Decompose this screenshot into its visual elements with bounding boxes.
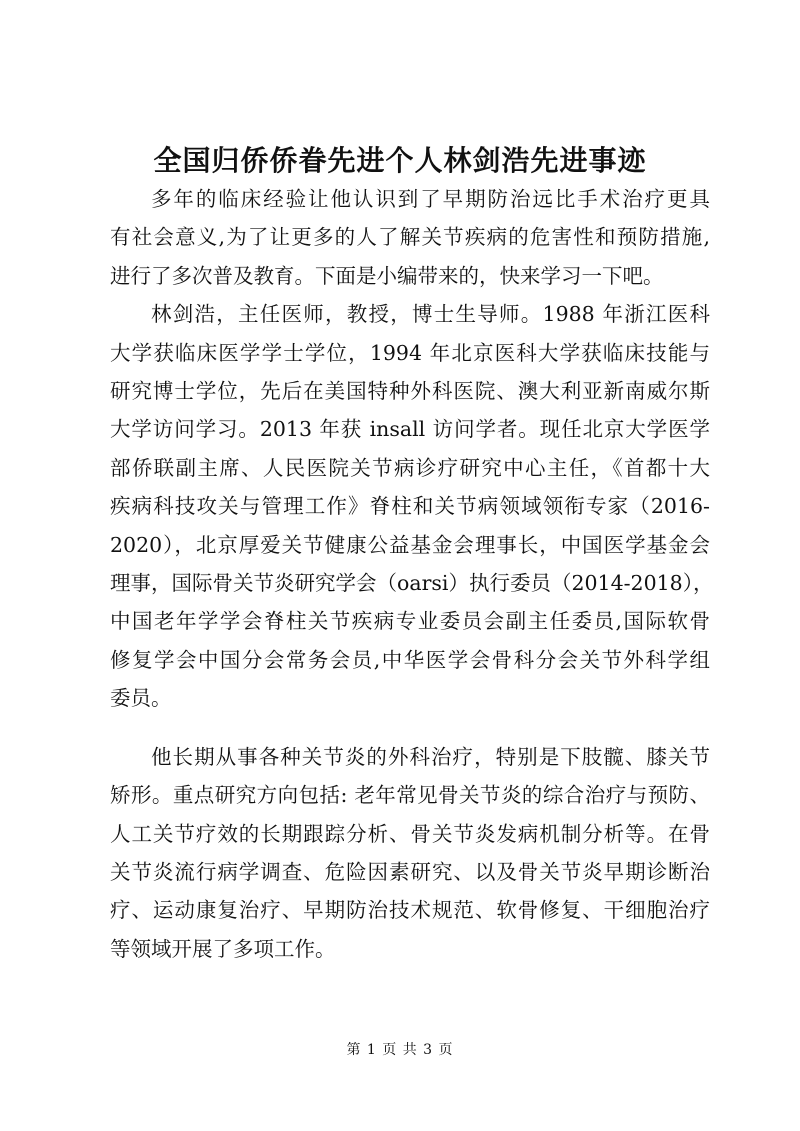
document-title: 全国归侨侨眷先进个人林剑浩先进事迹 [153, 144, 647, 177]
page-number-footer: 第 1 页 共 3 页 [346, 1042, 454, 1058]
paragraph-line: 2020），北京厚爱关节健康公益基金会理事长，中国医学基金会 [110, 532, 710, 557]
paragraph-line: 大学访问学习。2013 年获 insall 访问学者。现任北京大学医学 [110, 417, 710, 442]
paragraph-line: 关节炎流行病学调查、危险因素研究、以及骨关节炎早期诊断治 [110, 859, 710, 884]
paragraph-line: 等领域开展了多项工作。 [110, 936, 336, 961]
paragraph-line: 进行了多次普及教育。下面是小编带来的，快来学习一下吧。 [110, 263, 664, 288]
paragraph-line: 理事，国际骨关节炎研究学会（oarsi）执行委员（2014-2018）， [110, 571, 714, 596]
paragraph-line: 中国老年学学会脊柱关节疾病专业委员会副主任委员,国际软骨 [110, 609, 710, 634]
paragraph-line: 部侨联副主席、人民医院关节病诊疗研究中心主任，《首都十大 [110, 455, 710, 480]
paragraph-research [110, 738, 710, 968]
paragraph-line: 林剑浩，主任医师，教授，博士生导师。1988 年浙江医科 [151, 302, 710, 327]
paragraph-line: 他长期从事各种关节炎的外科治疗，特别是下肢髋、膝关节 [151, 744, 710, 769]
paragraph-line: 研究博士学位，先后在美国特种外科医院、澳大利亚新南威尔斯 [110, 379, 710, 404]
paragraph-line: 人工关节疗效的长期跟踪分析、骨关节炎发病机制分析等。在骨 [110, 821, 710, 846]
paragraph-intro [110, 180, 710, 295]
paragraph-line: 多年的临床经验让他认识到了早期防治远比手术治疗更具 [151, 187, 710, 211]
paragraph-line: 委员。 [110, 686, 172, 711]
paragraph-line: 矫形。重点研究方向包括: 老年常见骨关节炎的综合治疗与预防、 [110, 783, 710, 808]
document-body [110, 180, 714, 968]
paragraph-line: 有社会意义,为了让更多的人了解关节疾病的危害性和预防措施, [110, 225, 710, 250]
paragraph-line: 大学获临床医学学士学位，1994 年北京医科大学获临床技能与 [110, 340, 710, 365]
paragraph-line: 疾病科技攻关与管理工作》脊柱和关节病领域领衔专家（2016- [110, 494, 710, 519]
paragraph-biography [110, 295, 714, 717]
paragraph-line: 修复学会中国分会常务会员,中华医学会骨科分会关节外科学组 [110, 647, 710, 672]
paragraph-line: 疗、运动康复治疗、早期防治技术规范、软骨修复、干细胞治疗 [110, 898, 710, 923]
